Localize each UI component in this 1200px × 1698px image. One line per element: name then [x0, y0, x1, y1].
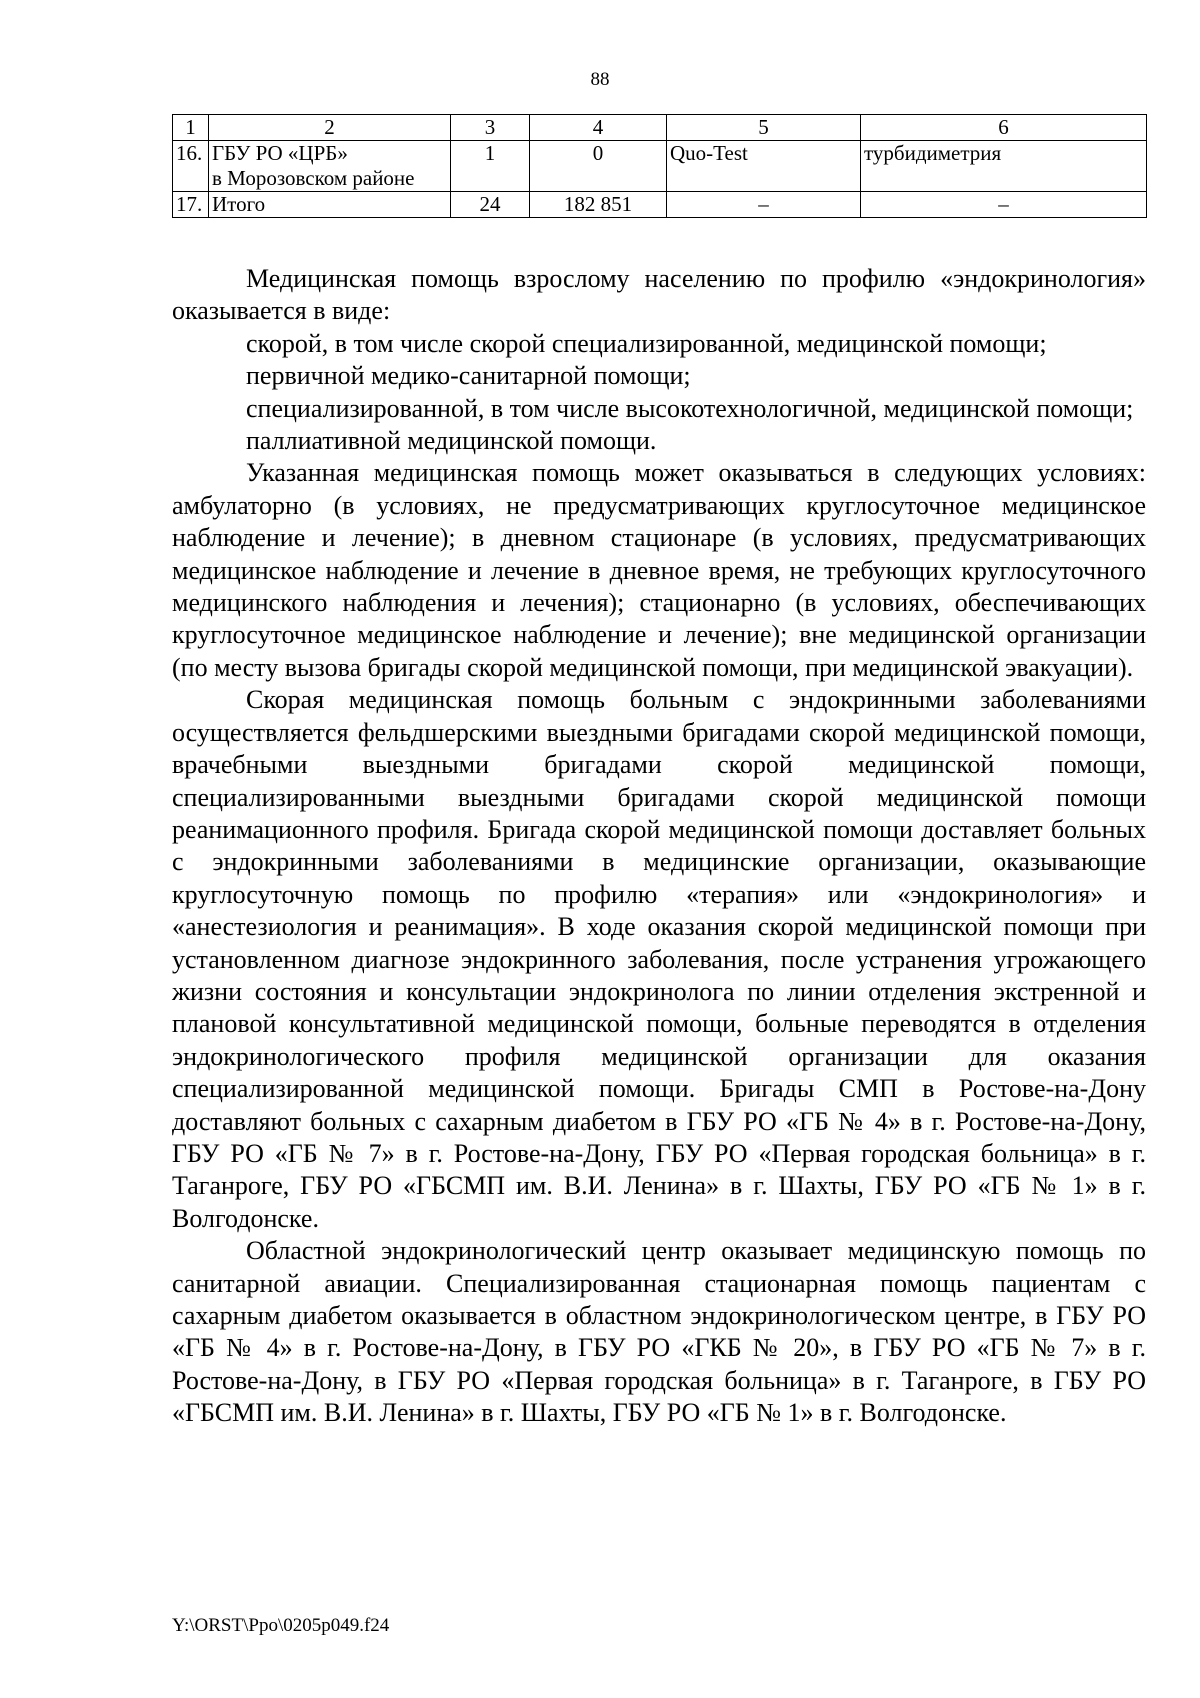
cell-col3: 1 — [451, 141, 530, 192]
cell-col6: турбидиметрия — [861, 141, 1147, 192]
header-cell: 3 — [451, 115, 530, 141]
row-number: 16. — [173, 141, 209, 192]
header-cell: 1 — [173, 115, 209, 141]
table-row — [173, 141, 1147, 192]
page-number: 88 — [590, 69, 610, 90]
row-number: 17. — [173, 192, 209, 218]
document-body — [172, 263, 1146, 1430]
paragraph: Указанная медицинская помощь может оказываться в следующих условиях: амбулаторно (в условиях, не предусматривающих круглосуточное медицинское наблюдение и лечение); в дневном стационаре (в условиях, предусматривающих медицинское наблюдение и лечение в дневное время, не требующих круглосуточного медицинского наблюдения и лечения); стационарно (в условиях, обеспечивающих круглосуточное медицинское наблюдение и лечение); вне медицинской организации (по месту вызова бригады скорой медицинской помощи, при медицинской эвакуации). — [172, 458, 1146, 682]
paragraph: паллиативной медицинской помощи. — [246, 426, 657, 456]
organization-name: Итого — [209, 192, 451, 218]
footer-file-path: Y:\ORST\Ppo\0205p049.f24 — [172, 1615, 390, 1636]
header-cell: 2 — [209, 115, 451, 141]
paragraph: скорой, в том числе скорой специализированной, медицинской помощи; — [246, 328, 1047, 358]
paragraph: специализированной, в том числе высокотехнологичной, медицинской помощи; — [246, 393, 1134, 423]
paragraph: Скорая медицинская помощь больным с эндокринными заболеваниями осуществляется фельдшерскими выездными бригадами скорой медицинской помощи, врачебными выездными бригадами скорой медицинской помощи, специализированными выездными бригадами скорой медицинской помощи реанимационного профиля. Бригада скорой медицинской помощи доставляет больных с эндокринными заболеваниями в медицинские организации, оказывающие круглосуточную помощь по профилю «терапия» или «эндокринология» и «анестезиология и реанимация». В ходе оказания скорой медицинской помощи при установленном диагнозе эндокринного заболевания, после устранения угрожающего жизни состояния и консультации эндокринолога по линии отделения экстренной и плановой консультативной медицинской помощи, больные переводятся в отделения эндокринологического профиля медицинской организации для оказания специализированной медицинской помощи. Бригады СМП в Ростове-на-Дону доставляют больных с сахарным диабетом в ГБУ РО «ГБ № 4» в г. Ростове-на-Дону, ГБУ РО «ГБ № 7» в г. Ростове-на-Дону, ГБУ РО «Первая городская больница» в г. Таганроге, ГБУ РО «ГБСМП им. В.И. Ленина» в г. Шахты, ГБУ РО «ГБ № 1» в г. Волгодонске. — [172, 685, 1146, 1233]
cell-col4: 0 — [530, 141, 667, 192]
organization-name: ГБУ РО «ЦРБ» в Морозовском районе — [209, 141, 451, 192]
table-header-row — [173, 115, 1147, 141]
header-cell: 4 — [530, 115, 667, 141]
cell-col5: – — [667, 192, 861, 218]
table-row — [173, 192, 1147, 218]
cell-col3: 24 — [451, 192, 530, 218]
header-cell: 5 — [667, 115, 861, 141]
paragraph: первичной медико-санитарной помощи; — [246, 361, 691, 391]
cell-col6: – — [861, 192, 1147, 218]
header-cell: 6 — [861, 115, 1147, 141]
cell-col4: 182 851 — [530, 192, 667, 218]
paragraph: Медицинская помощь взрослому населению по профилю «эндокринология» оказывается в виде: — [172, 264, 1146, 326]
cell-col5: Quo-Test — [667, 141, 861, 192]
data-table — [172, 114, 1147, 218]
paragraph: Областной эндокринологический центр оказывает медицинскую помощь по санитарной авиации. Специализированная стационарная помощь пациентам с сахарным диабетом оказывается в областном эндокринологическом центре, в ГБУ РО «ГБ № 4» в г. Ростове-на-Дону, в ГБУ РО «ГКБ № 20», в ГБУ РО «ГБ № 7» в г. Ростове-на-Дону, в ГБУ РО «Первая городская больница» в г. Таганроге, в ГБУ РО «ГБСМП им. В.И. Ленина» в г. Шахты, ГБУ РО «ГБ № 1» в г. Волгодонске. — [172, 1236, 1146, 1428]
